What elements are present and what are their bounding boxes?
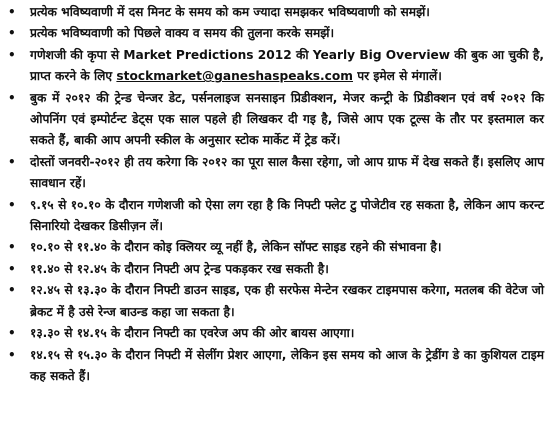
list-item [8,345,544,388]
bullet-icon: • [8,261,16,276]
list-item [8,237,544,258]
offer-text-before: गणेशजी की कृपा से Market Predictions 2012 की Yearly Big Overview की बुक आ चुकी है, प्राप्त करने के लिए [30,47,544,84]
list-item-text: प्रत्येक भविष्यवाणी को पिछले वाक्य व समय की तुलना करके समझें। [30,26,335,41]
bullet-icon: • [8,26,16,41]
offer-text-after: पर इमेल से मंगालें। [352,69,442,84]
bullet-icon: • [8,240,16,255]
bullet-icon: • [8,154,16,169]
bullet-icon: • [8,5,16,19]
list-item-text: १०.१० से ११.४० के दौरान कोइ क्लियर व्यू नहीं है, लेकिन सॉफ्ट साइड रहने की संभावना है। [30,240,442,255]
bullet-icon: • [8,197,16,212]
list-item [8,259,544,280]
list-item-text: बुक में २०१२ की ट्रेन्ड चेन्जर डेट, पर्सनलाइज सनसाइन प्रिडीक्शन, मेजर कन्ट्री के प्रिडीक्शन एवं वर्ष २०१२ कि ओपनिंग एवं इम्पोर्टन्ट डेट्स एक साल पहले ही लिखकर दी गइ है, जिसे आप एक टूल्स के तौर पर इस्तमाल कर सकते हैं, बाकी आप अपनी स्कील के अनुसार स्टोक मार्केट में ट्रेड करें। [30,90,544,148]
list-item [8,2,544,23]
email-link[interactable]: stockmarket@ganeshaspeaks.com [116,69,353,84]
list-item [8,280,544,323]
list-item [8,323,544,344]
bullet-icon: • [8,347,16,362]
list-item [8,88,544,152]
list-item-text: १४.१५ से १५.३० के दौरान निफ्टी में सेलींग प्रेशर आएगा, लेकिन इस समय को आज के ट्रेडींग डे का कुशियल टाइम कह सकते हैं। [30,347,544,383]
list-item-text: प्रत्येक भविष्यवाणी में दस मिनट के समय को कम ज्यादा समझकर भविष्यवाणी को समझें। [30,5,430,19]
bullet-icon: • [8,90,16,105]
list-item [8,152,544,195]
list-item-text: १३.३० से १४.१५ के दौरान निफ्टी का एवरेज अप की ओर बायस आएगा। [30,326,355,341]
bullet-icon: • [8,283,16,298]
list-item-text: १२.४५ से १३.३० के दौरान निफ्टी डाउन साइड, एक ही सरफेस मेन्टेन रखकर टाइमपास करेगा, मतलब की वेटेज जो ब्रेकट में है उसे रेन्ज बाउन्ड कहा जा सकता है। [30,283,544,319]
list-item-text: ९.१५ से १०.१० के दौरान गणेशजी को ऐसा लग रहा है कि निफ्टी फ्लेट टु पोजेटीव रह सकता है, लेकिन आप करन्ट सिनारियो देखकर डिसीज़न लें। [30,197,544,234]
list-item [8,23,544,44]
list-item-text: दोस्तों जनवरी-२०१२ ही तय करेगा कि २०१२ का पूरा साल कैसा रहेगा, जो आप ग्राफ में देख सकते हैं। इसलिए आप सावधान रहें। [30,154,544,191]
bullet-icon: • [8,326,16,341]
list-item [8,195,544,238]
list-item-text [30,45,544,88]
list-item-book-offer [8,45,544,88]
list-item-text: ११.४० से १२.४५ के दौरान निफ्टी अप ट्रेन्ड पकड़कर रख सकती है। [30,261,329,276]
bullet-icon: • [8,47,16,62]
